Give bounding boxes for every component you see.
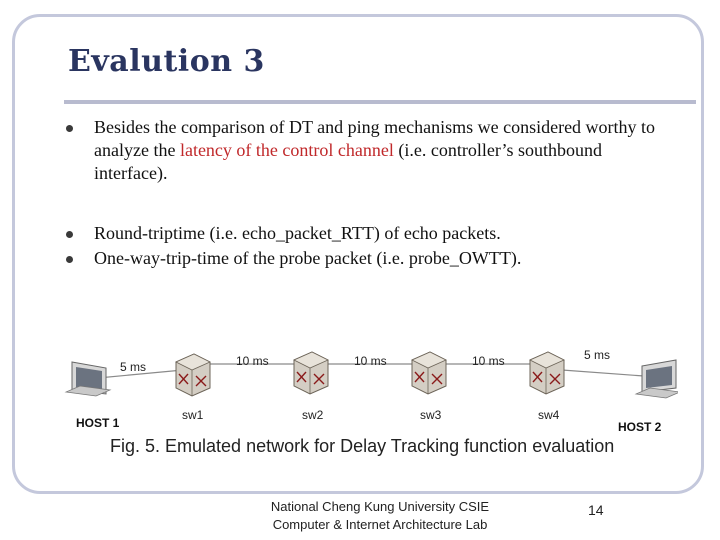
bullet-item: [66, 116, 666, 185]
link-latency-sw3-sw4: 10 ms: [472, 354, 505, 368]
switch-label-sw3: sw3: [420, 408, 442, 422]
bullet-highlight: latency of the control channel: [179, 140, 394, 160]
computer-icon: [66, 362, 110, 396]
host2-label: HOST 2: [618, 420, 662, 434]
switch-label-sw1: sw1: [182, 408, 204, 422]
footer: [240, 498, 520, 534]
footer-university: National Cheng Kung University CSIE: [270, 499, 490, 514]
bullet-dot-icon: [66, 256, 73, 263]
link-sw4-host2: [562, 370, 644, 376]
bullet-text-end: (i.e. controller’s southbound interface).: [94, 140, 603, 183]
figure-caption: Fig. 5. Emulated network for Delay Tracking function evaluation: [110, 436, 615, 456]
host1-label: HOST 1: [76, 416, 120, 430]
bullet-text: Besides the comparison of DT and ping mechanisms we considered worthy to analyze the: [94, 117, 656, 160]
slide-title: Evalution 3: [68, 44, 265, 79]
switch-icon: [530, 352, 564, 394]
page-number: 14: [588, 502, 604, 518]
link-latency-sw2-sw3: 10 ms: [354, 354, 387, 368]
title-divider: [64, 100, 696, 104]
switch-icon: [176, 354, 210, 396]
link-latency-sw4-host2: 5 ms: [584, 348, 611, 362]
bullet-item: [66, 247, 666, 270]
switch-label-sw4: sw4: [538, 408, 560, 422]
link-latency-host1-sw1: 5 ms: [120, 360, 147, 374]
bullet-list: [66, 116, 666, 270]
computer-icon: [636, 360, 678, 398]
bullet-text: One-way-trip-time of the probe packet (i.e. probe_OWTT).: [94, 248, 522, 268]
bullet-text: Round-triptime (i.e. echo_packet_RTT) of echo packets.: [94, 223, 501, 243]
footer-lab: Computer & Internet Architecture Lab: [272, 517, 488, 532]
switch-icon: [412, 352, 446, 394]
network-figure: [58, 340, 678, 470]
switch-icon: [294, 352, 328, 394]
link-latency-sw1-sw2: 10 ms: [236, 354, 269, 368]
bullet-dot-icon: [66, 125, 73, 132]
switch-label-sw2: sw2: [302, 408, 324, 422]
bullet-item: [66, 222, 666, 245]
bullet-dot-icon: [66, 231, 73, 238]
